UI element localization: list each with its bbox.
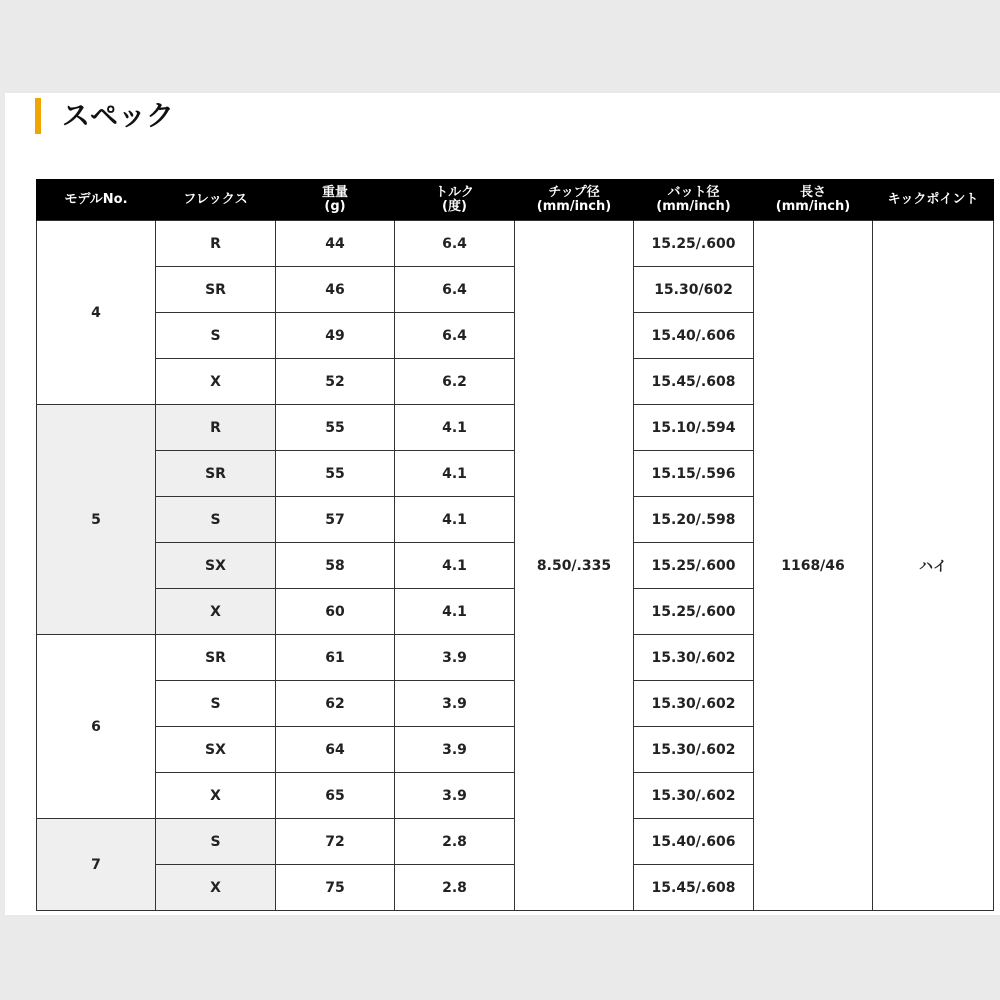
weight-cell: 64 xyxy=(276,727,395,773)
butt-diameter-cell: 15.25/.600 xyxy=(634,589,754,635)
weight-cell: 46 xyxy=(276,267,395,313)
flex-cell: SX xyxy=(156,727,276,773)
column-header xyxy=(156,179,276,221)
butt-diameter-cell: 15.30/.602 xyxy=(634,727,754,773)
column-header xyxy=(873,179,994,221)
flex-cell: SR xyxy=(156,635,276,681)
section-title: スペック xyxy=(62,99,175,132)
weight-cell: 72 xyxy=(276,819,395,865)
weight-cell: 57 xyxy=(276,497,395,543)
column-header xyxy=(634,179,754,221)
model-number-cell: 5 xyxy=(37,405,156,635)
flex-cell: SR xyxy=(156,451,276,497)
butt-diameter-cell: 15.45/.608 xyxy=(634,359,754,405)
torque-cell: 3.9 xyxy=(395,727,515,773)
title-accent-bar xyxy=(35,98,41,134)
flex-cell: X xyxy=(156,359,276,405)
butt-diameter-cell: 15.15/.596 xyxy=(634,451,754,497)
column-header-text: 長さ xyxy=(799,184,826,200)
butt-diameter-cell: 15.45/.608 xyxy=(634,865,754,911)
torque-cell: 4.1 xyxy=(395,543,515,589)
torque-cell: 4.1 xyxy=(395,497,515,543)
flex-cell: X xyxy=(156,773,276,819)
column-header-text: (mm/inch) xyxy=(775,198,851,214)
weight-cell: 52 xyxy=(276,359,395,405)
flex-cell: S xyxy=(156,819,276,865)
kickpoint-cell: ハイ xyxy=(873,221,994,911)
spec-table xyxy=(36,179,994,911)
column-header-text: (mm/inch) xyxy=(536,198,612,214)
column-header xyxy=(276,179,395,221)
column-header-text: (g) xyxy=(324,198,346,214)
flex-cell: R xyxy=(156,221,276,267)
column-header-text: (度) xyxy=(442,198,467,214)
column-header xyxy=(515,179,634,221)
torque-cell: 3.9 xyxy=(395,681,515,727)
flex-cell: S xyxy=(156,497,276,543)
column-header xyxy=(754,179,873,221)
column-header-text: バット径 xyxy=(667,184,720,200)
butt-diameter-cell: 15.25/.600 xyxy=(634,221,754,267)
column-header-text: チップ径 xyxy=(548,184,600,200)
flex-cell: SR xyxy=(156,267,276,313)
butt-diameter-cell: 15.30/602 xyxy=(634,267,754,313)
model-number-cell: 6 xyxy=(37,635,156,819)
weight-cell: 58 xyxy=(276,543,395,589)
torque-cell: 3.9 xyxy=(395,773,515,819)
torque-cell: 6.4 xyxy=(395,221,515,267)
table-row xyxy=(37,221,994,267)
torque-cell: 4.1 xyxy=(395,405,515,451)
weight-cell: 61 xyxy=(276,635,395,681)
flex-cell: X xyxy=(156,865,276,911)
weight-cell: 65 xyxy=(276,773,395,819)
weight-cell: 44 xyxy=(276,221,395,267)
butt-diameter-cell: 15.30/.602 xyxy=(634,773,754,819)
column-header-text: トルク xyxy=(435,184,474,200)
torque-cell: 2.8 xyxy=(395,819,515,865)
column-header-text: 重量 xyxy=(321,184,348,200)
weight-cell: 55 xyxy=(276,405,395,451)
flex-cell: SX xyxy=(156,543,276,589)
flex-cell: X xyxy=(156,589,276,635)
flex-cell: R xyxy=(156,405,276,451)
table-body xyxy=(37,221,994,911)
weight-cell: 55 xyxy=(276,451,395,497)
model-number-cell: 7 xyxy=(37,819,156,911)
butt-diameter-cell: 15.25/.600 xyxy=(634,543,754,589)
tip-diameter-cell: 8.50/.335 xyxy=(515,221,634,911)
weight-cell: 49 xyxy=(276,313,395,359)
flex-cell: S xyxy=(156,313,276,359)
torque-cell: 6.4 xyxy=(395,267,515,313)
butt-diameter-cell: 15.20/.598 xyxy=(634,497,754,543)
torque-cell: 6.2 xyxy=(395,359,515,405)
column-header-text: (mm/inch) xyxy=(656,198,731,214)
column-header-text: モデルNo. xyxy=(64,191,128,207)
butt-diameter-cell: 15.40/.606 xyxy=(634,819,754,865)
column-header-text: フレックス xyxy=(183,191,248,207)
butt-diameter-cell: 15.40/.606 xyxy=(634,313,754,359)
weight-cell: 75 xyxy=(276,865,395,911)
torque-cell: 6.4 xyxy=(395,313,515,359)
table-header-row xyxy=(37,179,994,221)
torque-cell: 4.1 xyxy=(395,589,515,635)
column-header xyxy=(37,179,156,221)
butt-diameter-cell: 15.30/.602 xyxy=(634,681,754,727)
weight-cell: 60 xyxy=(276,589,395,635)
weight-cell: 62 xyxy=(276,681,395,727)
length-cell: 1168/46 xyxy=(754,221,873,911)
column-header xyxy=(395,179,515,221)
torque-cell: 4.1 xyxy=(395,451,515,497)
butt-diameter-cell: 15.10/.594 xyxy=(634,405,754,451)
torque-cell: 2.8 xyxy=(395,865,515,911)
torque-cell: 3.9 xyxy=(395,635,515,681)
butt-diameter-cell: 15.30/.602 xyxy=(634,635,754,681)
column-header-text: キックポイント xyxy=(887,191,979,207)
model-number-cell: 4 xyxy=(37,221,156,405)
flex-cell: S xyxy=(156,681,276,727)
